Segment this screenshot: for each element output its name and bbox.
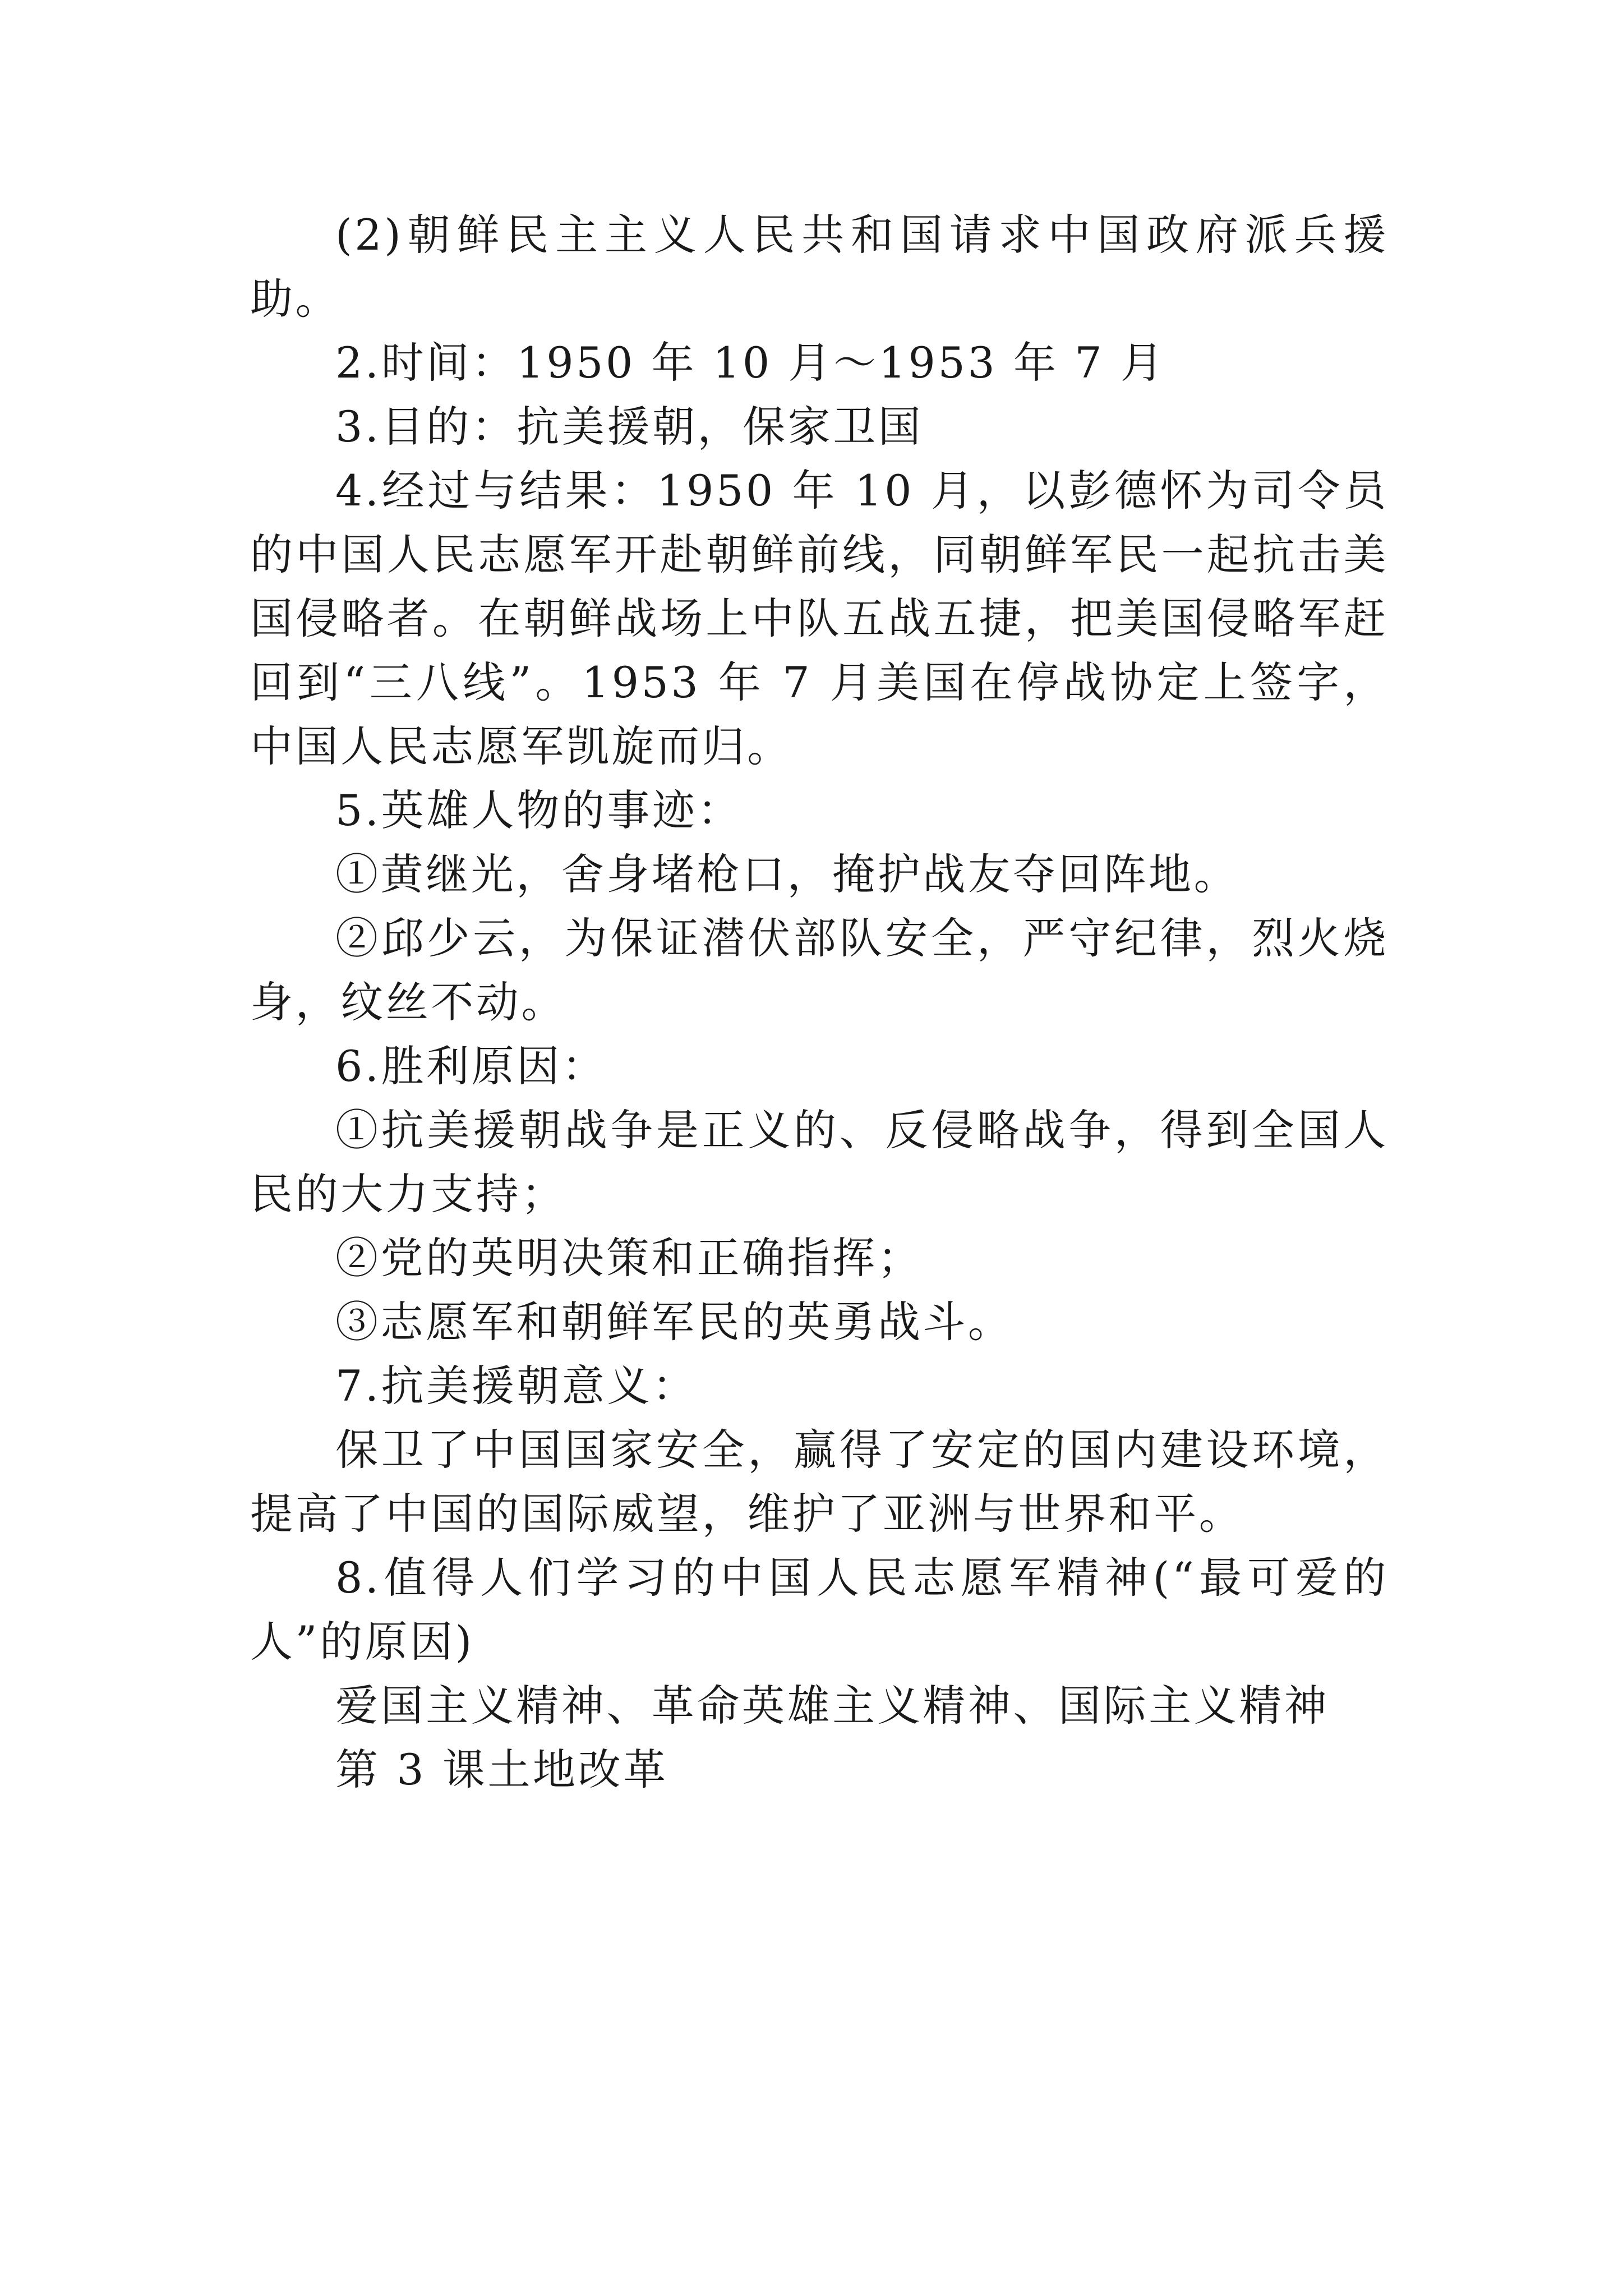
paragraph-hero-huang-jiguang: ①黄继光，舍身堵枪口，掩护战友夺回阵地。 (335, 849, 1239, 899)
paragraph-purpose: 3.目的：抗美援朝，保家卫国 (335, 402, 924, 452)
paragraph-significance: 保卫了中国国家安全，赢得了安定的国内建设环境，提高了中国的国际威望，维护了亚洲与世界和平。 (250, 1425, 1389, 1539)
paragraph-significance-heading: 7.抗美援朝意义： (335, 1361, 698, 1411)
paragraph-process-result: 4.经过与结果：1950 年 10 月，以彭德怀为司令员的中国人民志愿军开赴朝鲜前线，同朝鲜军民一起抗击美国侵略者。在朝鲜战场上中队五战五捷，把美国侵略军赶回到“三八线”。1953 年 7 月美国在停战协定上签字，中国人民志愿军凯旋而归。 (250, 466, 1389, 771)
paragraph-time: 2.时间：1950 年 10 月～1953 年 7 月 (335, 338, 1166, 388)
paragraph-spirit: 爱国主义精神、革命英雄主义精神、国际主义精神 (335, 1681, 1330, 1731)
paragraph-heroes-heading: 5.英雄人物的事迹： (335, 785, 743, 835)
paragraph-hero-qiu-shaoyun: ②邱少云，为保证潜伏部队安全，严守纪律，烈火烧身，纹丝不动。 (250, 913, 1389, 1027)
paragraph-request-aid: (2)朝鲜民主主义人民共和国请求中国政府派兵援助。 (250, 210, 1389, 324)
paragraph-reason-1: ①抗美援朝战争是正义的、反侵略战争，得到全国人民的大力支持； (250, 1105, 1389, 1219)
paragraph-victory-reasons-heading: 6.胜利原因： (335, 1041, 607, 1091)
paragraph-reason-2: ②党的英明决策和正确指挥； (335, 1233, 923, 1283)
paragraph-reason-3: ③志愿军和朝鲜军民的英勇战斗。 (335, 1297, 1013, 1347)
paragraph-spirit-heading: 8.值得人们学习的中国人民志愿军精神(“最可爱的人”的原因) (250, 1553, 1389, 1667)
paragraph-lesson-3-title: 第 3 课土地改革 (335, 1745, 668, 1795)
document-page (250, 203, 1389, 1802)
